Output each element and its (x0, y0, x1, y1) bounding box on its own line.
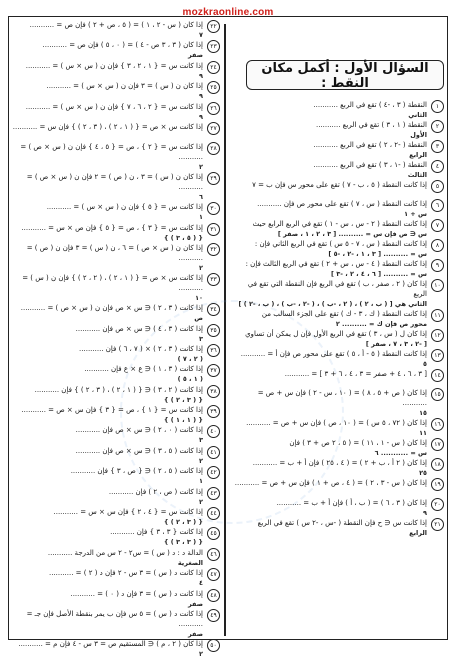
question-item (232, 518, 444, 538)
question-number: ٧ (431, 219, 444, 232)
question-body: إذا كانت النقطة ( ٥ ، ب - ٧ ) تقع على محور س فإن ب = ٧ (252, 181, 427, 189)
question-number: ٤١ (207, 446, 220, 459)
question-number: ١٦ (431, 418, 444, 431)
question-item (12, 425, 220, 445)
page-title: السؤال الأول : أكمل مكان النقط : (246, 60, 444, 90)
question-number: ٤٩ (207, 609, 220, 622)
left-question-list (12, 20, 220, 659)
question-body: إذا كان ل ( س ، ٣ ) تقع في الربع الأول فإن ل يمكن أن تساوي (245, 330, 427, 339)
question-item (12, 273, 220, 303)
question-number: ٣ (431, 140, 444, 153)
answer-text: ( ١ ، ٥ ) (177, 375, 203, 384)
question-body: إذا كانت ( ص ، ٢ ) فإن ........... (108, 487, 203, 496)
answer-text: س = ........... ٦ (374, 449, 427, 458)
question-number: ٤٢ (207, 466, 220, 479)
question-text (232, 180, 427, 190)
question-body: إذا كانت النقطة ( ٢ - س ، س - ١ ) تقع في الربع الرابع حيث (252, 220, 427, 229)
answer-text: س = .......... [ ٦ ، ٤ ، ٢ ، -٣ ] (331, 270, 427, 279)
question-text (12, 273, 203, 303)
question-body: إذا كان ن ( س ) = ٣ ، ن ( ص ) = ٢ فإن ن ( س × ص ) = ........... (26, 173, 203, 192)
question-number: ٤٦ (207, 548, 220, 561)
question-body: إذا كانت س = { ٣ } ، ص = { ٥ } فإن ص × س = ........... (21, 223, 203, 232)
question-item (12, 487, 220, 507)
question-item (232, 199, 444, 219)
question-text (12, 609, 203, 639)
question-text (232, 329, 427, 349)
question-text (232, 100, 427, 120)
question-text (12, 303, 203, 323)
answer-text: ٩ (199, 71, 203, 80)
answer-text: ٩ (199, 92, 203, 101)
question-item (12, 172, 220, 202)
question-item (12, 568, 220, 588)
question-body: إذا كانت س = { ١ } ، ص = { ٣ } فإن س × ص = ........... (21, 406, 203, 415)
question-item (232, 259, 444, 279)
answer-text: الرابع (409, 151, 427, 159)
question-item (12, 40, 220, 60)
question-text (12, 364, 203, 384)
question-text (12, 324, 203, 344)
question-item (12, 466, 220, 486)
answer-text: ٩ (423, 508, 427, 517)
question-number: ٣٤ (207, 303, 220, 316)
question-body: إذا كانت ( ٠ ، ٢ ) ∈ س × ص فإن ........... (75, 426, 203, 435)
question-item (232, 160, 444, 180)
answer-text: الصغرية (177, 558, 203, 567)
answer-text: ٢ (199, 456, 203, 465)
question-text (12, 507, 203, 527)
right-column (232, 20, 444, 538)
question-text (232, 160, 427, 180)
question-item (12, 81, 220, 101)
question-text (232, 388, 427, 418)
question-body: إذا كانت ( ٥ ، ٣ ) ∈ س × ص فإن ........... (75, 446, 203, 455)
question-text (232, 518, 427, 538)
question-item (232, 180, 444, 199)
question-text (232, 140, 427, 160)
question-number: ٣٥ (207, 324, 220, 337)
question-number: ٢٥ (207, 81, 220, 94)
question-number: ٣٣ (207, 273, 220, 286)
answer-text: ٤ (199, 579, 203, 588)
question-number: ١٢ (431, 329, 444, 342)
question-text (232, 369, 427, 379)
question-body: إذا كانت { ٣ ، ٣ } فإن ........... (110, 528, 203, 537)
question-item (12, 122, 220, 142)
question-body: إذا كانت ( ٣ ، ٤ ) ∈ س × ص فإن ........... (75, 324, 203, 333)
question-number: ٤٧ (207, 568, 220, 581)
question-item (12, 589, 220, 609)
question-item (232, 120, 444, 140)
question-item (232, 478, 444, 497)
question-body: إذا كانت ( ٣ ، ٢ ) ∈ س × ص فإن ن ( س × ص ) = ........... (20, 304, 203, 313)
answer-text: ٢ (199, 163, 203, 172)
question-number: ٤٣ (207, 487, 220, 500)
question-text (232, 478, 427, 488)
question-item (232, 388, 444, 418)
answer-text: س + ١ (404, 210, 427, 219)
answer-text: الثاني (408, 111, 427, 119)
question-number: ١٩ (431, 478, 444, 491)
answer-text: ٦ (199, 193, 203, 202)
question-body: إذا كان ( س - ١ ، ١١ ) = ( ٥ ، ٢ ص + ٣ ) فإن (289, 439, 427, 448)
question-number: ٤٤ (207, 507, 220, 520)
question-text (12, 172, 203, 202)
question-item (12, 609, 220, 639)
question-number: ١٨ (431, 458, 444, 471)
question-item (12, 364, 220, 384)
answer-text: ١ (199, 213, 203, 222)
answer-text: { ( ٥ ، ٣ ) } (163, 233, 203, 242)
question-number: ٢٢ (207, 20, 220, 33)
answer-text: { ( ١ ، ١ ) } (163, 416, 203, 425)
question-body: إذا كان ن ( س ) = ٣ فإن ن ( س × س ) = ........... (46, 82, 203, 91)
right-question-list (232, 100, 444, 538)
question-body: إذا كانت س × ص = { ( ١ ، ٢ ) ، ( ٢ ، ٢ ) } فإن ن ( س ) = ........... (22, 274, 203, 293)
answer-text: ٥ (423, 360, 427, 369)
question-text (232, 219, 427, 239)
question-number: ٢٨ (207, 142, 220, 155)
question-number: ١٥ (431, 388, 444, 401)
question-number: ٣١ (207, 223, 220, 236)
question-item (12, 324, 220, 344)
question-item (12, 102, 220, 122)
answer-text: ( ٢ ، ٧ ) (177, 354, 203, 363)
question-body: إذا كانت النقطة ( ٥ - أ ، ٥ ) تقع على محور ص فإن أ = ........... (240, 350, 427, 359)
answer-text: ٩ (199, 112, 203, 121)
question-body: إذا كانت ( ٥ ، ٢ ) ∈ { ص ، ٣ } فإن ........... (70, 467, 203, 476)
question-item (12, 639, 220, 659)
answer-text: ص (194, 314, 203, 323)
question-text (12, 527, 203, 547)
question-body: إذا كانت س = { ٢ ، ٦ ، ٧ } فإن ن ( س × س ) = ........... (25, 102, 203, 111)
question-text (232, 438, 427, 458)
answer-text: س = .......... [ ٣ ، ١ ، -٢ ، -٥ ] (328, 250, 427, 259)
question-item (232, 100, 444, 120)
question-number: ١١ (431, 309, 444, 322)
question-body: الدالة د : د ( س ) = س٢ - ٢ س من الدرجة ........... (47, 548, 203, 557)
question-number: ٣٨ (207, 385, 220, 398)
answer-text: ١٠ (195, 294, 203, 303)
question-body: إذا كان ( ص + ٥ ، ٨ ) = ( ١٠ ، س - ٢ ) فإن س + ص = ........... (257, 389, 427, 408)
question-text (12, 81, 203, 101)
question-text (232, 199, 427, 219)
question-body: إذا كانت س × ص = { ( ١ ، ٢ ) ، ( ٣ ، ٢ ) } فإن س = ........... (12, 122, 203, 131)
answer-text: الثالث (407, 171, 427, 179)
question-text (232, 120, 427, 140)
question-text (12, 589, 203, 609)
question-text (12, 243, 203, 273)
answer-text: س ∈ ص فإن س = .......... [ ٣ ، ٢ ، ١ ، صفر ] (277, 230, 427, 239)
question-number: ٩ (431, 259, 444, 272)
question-number: ٤٥ (207, 527, 220, 540)
question-text (12, 40, 203, 60)
question-number: ٢٦ (207, 102, 220, 115)
question-number: ٣٠ (207, 202, 220, 215)
question-body: إذا كانت د ( س ) = ٥ س فإن ب يمر بنقطة الأصل فإن جـ = ........... (26, 609, 203, 628)
site-url[interactable]: mozkraonline.com (182, 7, 274, 18)
question-text (12, 405, 203, 425)
question-number: ٨ (431, 239, 444, 252)
question-body: [ ٣ ، ٦ ، ٤ + صفر = ٣ ، ٤ ، ٦ + ٣ ] = ........... (284, 370, 427, 379)
left-column (12, 20, 220, 659)
question-item (12, 405, 220, 425)
question-body: إذا كانت ( ٣ ، ٢ ) × ( ٧ ، ٦ ) فإن ........... (79, 344, 203, 353)
question-body: إذا كانت س = { ٥ } فإن ن ( س × س ) = ........... (46, 203, 203, 212)
question-number: ٢١ (431, 518, 444, 531)
question-text (232, 259, 427, 279)
question-number: ٤٨ (207, 589, 220, 602)
question-item (232, 418, 444, 438)
question-number: ٥ (431, 180, 444, 193)
question-item (232, 279, 444, 309)
question-item (232, 219, 444, 239)
question-body: إذا كانت د ( س ) = ٣ فإن د ( ٠ ) = ........... (70, 589, 203, 598)
question-item (12, 142, 220, 172)
question-text (12, 202, 203, 222)
question-number: ١٠ (431, 279, 444, 292)
question-text (12, 568, 203, 588)
question-number: ٢٩ (207, 172, 220, 185)
question-body: إذا كانت س = { ٤ ، ٢ } فإن س × س = ........... (53, 508, 203, 517)
question-text (232, 418, 427, 438)
question-body: إذا كانت س = { ٢ } ، ص = { ٥ ، ٤ } فإن ن ( س × ص ) = ........... (20, 143, 203, 162)
answer-text: { ( ٣ ، ٣ ) } (163, 538, 203, 547)
question-item (12, 223, 220, 243)
question-item (232, 458, 444, 478)
question-text (12, 385, 203, 405)
question-item (232, 369, 444, 388)
answer-text: ٢ (199, 649, 203, 658)
answer-text: { ( ٣ ، ٢ ) } (163, 395, 203, 404)
answer-text: [ -٢ ، ٣ ، ٧ ، صفر ] (365, 340, 427, 349)
question-text (12, 639, 203, 659)
question-number: ٤٠ (207, 425, 220, 438)
question-body: إذا كانت ( ٢ ، ٣ ) ∈ { ( ١ ، ٢ ) ، ( ٣ ، ٢ ) } فإن ........... (34, 385, 203, 394)
question-number: ٢٤ (207, 61, 220, 74)
question-body: إذا كان ( ٢ ، م ) ∈ المستقيم ص = ٣ س - ٤ فإن م = ........... (18, 639, 203, 648)
question-item (232, 329, 444, 349)
question-text (12, 425, 203, 445)
question-number: ٣٢ (207, 243, 220, 256)
question-item (12, 243, 220, 273)
question-body: إذا كان ( ٣ ، ٦ ) = ( ب ، أ ) فإن أ + ب = ........... (276, 498, 427, 507)
answer-text: ١ (199, 477, 203, 486)
question-body: إذا كان ( ٧٢ ، ٥ س ) = ( ١٠ ، ص ) فإن س + ص = ........... (246, 419, 427, 428)
question-body: النقطة ( -٢ ، ٢ ) تقع في الربع ........... (313, 141, 427, 149)
question-text (232, 309, 427, 329)
question-number: ١ (431, 100, 444, 113)
question-body: إذا كان ( س - ٢ ، ١ ) = ( ٥ ، ص + ٢ ) فإن ص = ........... (29, 21, 203, 29)
question-item (232, 349, 444, 369)
question-item (232, 498, 444, 518)
question-text (12, 344, 203, 364)
question-item (232, 140, 444, 160)
answer-text: محور ص فإن ك = .......... ٢ (335, 320, 427, 329)
question-text (232, 458, 427, 478)
question-text (232, 349, 427, 369)
question-text (12, 223, 203, 243)
question-number: ٢ (431, 120, 444, 133)
question-number: ٤ (431, 160, 444, 173)
question-number: ٣٩ (207, 405, 220, 418)
question-number: ٣٧ (207, 364, 220, 377)
question-text (232, 279, 427, 309)
question-number: ٢٠ (431, 498, 444, 511)
question-body: إذا كانت د ( س ) = ٣ س - ٢ فإن د ( ٢ ) = ........... (48, 569, 203, 578)
question-item (232, 239, 444, 259)
question-number: ١٣ (431, 349, 444, 362)
question-item (232, 309, 444, 329)
question-body: النقطة ( -١ ، ٣ ) تقع في الربع ........... (313, 161, 427, 169)
answer-text: ٢ (199, 497, 203, 506)
answer-text: الرابع (409, 528, 427, 537)
question-text (12, 487, 203, 507)
answer-text: صفر (187, 599, 203, 608)
question-body: إذا كانت س ∈ ح فإن النقطة ( -س ، -٢ س ) تقع في الربع (257, 518, 427, 527)
question-text (232, 239, 427, 259)
question-body: إذا كانت النقطة ( ٤ - س ، س + ٢ ) تقع في الربع الثالث فإن : (245, 260, 427, 269)
question-text (12, 446, 203, 466)
question-number: ٢٧ (207, 122, 220, 135)
question-body: النقطة ( ٣ ، -٤ ) تقع في الربع ........... (313, 101, 427, 109)
answer-text: ١١ (419, 429, 427, 438)
question-number: ١٧ (431, 438, 444, 451)
question-text (232, 498, 427, 518)
question-body: إذا كان ( ٢ أ ، ب + ٢ ) = ( ٤ ، ٢٥ ) فإن أ + ب = ........... (252, 459, 427, 468)
question-body: إذا كان ن ( س × ص ) = ٦ ، ن ( س ) = ٣ فإن ن ( ص ) = ........... (26, 244, 203, 263)
answer-text: ١٥ (419, 409, 427, 418)
question-body: إذا كان ( ٢ ، صفر ، ب ) تقع في الربع فإن النقطة التي تقع في الربع (247, 280, 427, 299)
question-text (12, 102, 203, 122)
answer-text: ٢ (199, 264, 203, 273)
question-number: ١٤ (431, 369, 444, 382)
answer-text: الثاني هي [ ( ب ، ٢ ) ، ( ٢ ، -ب ) ، ( -٢ ، -ب ) ، ( ب ، -٢ ) ] (238, 300, 427, 309)
site-header (0, 0, 456, 18)
question-text (12, 122, 203, 132)
question-number: ٥٠ (207, 639, 220, 652)
question-item (232, 438, 444, 458)
question-number: ٢٣ (207, 40, 220, 53)
answer-text: الأول (410, 131, 427, 139)
answer-text: ٢٥ (419, 469, 427, 478)
question-item (12, 507, 220, 527)
answer-text: صفر (187, 629, 203, 638)
question-item (12, 202, 220, 222)
question-text (12, 61, 203, 81)
answer-text: ٣ (199, 436, 203, 445)
answer-text: صفر (187, 51, 203, 60)
question-body: إذا كانت س = { ١ ، ٢ ، ٣ } فإن ن ( س × س ) = ........... (25, 61, 203, 70)
question-text (12, 466, 203, 486)
question-number: ٣٦ (207, 344, 220, 357)
question-body: إذا كان ( ٣ ، ٣ ص - ٤ ) = ( ٠ ، ٥ ) فإن ص = ........... (42, 41, 203, 50)
question-text (12, 142, 203, 172)
question-body: النقطة ( ١ ، ٣ ) تقع في الربع ........... (315, 121, 427, 129)
answer-text: ٧ (199, 31, 203, 39)
question-body: إذا كان ( س - ٣ ، ٢ ) = ( ٤ ، ص + ١ ) فإن س + ص = ........... (234, 479, 427, 488)
question-body: إذا كانت النقطة ( س ، ٧ - ٥ س ) تقع في الربع الثاني فإن : (254, 240, 427, 249)
question-number: ٦ (431, 199, 444, 212)
question-text (12, 548, 203, 568)
question-item (12, 385, 220, 405)
question-body: إذا كانت ( ٣ ، ١ ) ∈ ع × ع فإن ........... (84, 365, 203, 374)
answer-text: { ( ٣ ، ٢ ) } (163, 518, 203, 527)
question-item (12, 548, 220, 568)
question-item (12, 527, 220, 547)
question-item (12, 446, 220, 466)
question-item (12, 303, 220, 323)
column-divider (224, 24, 226, 636)
question-item (12, 20, 220, 40)
question-item (12, 344, 220, 364)
question-body: إذا كانت النقطة ( ك ، ٣ - ك ) تقع على الجزء السالب من (261, 310, 427, 319)
question-item (12, 61, 220, 81)
question-body: إذا كانت النقطة ( س ، ٧ ) تقع على محور ص فإن ........... (257, 200, 427, 209)
question-text (12, 20, 203, 40)
answer-text: ٣ (199, 334, 203, 343)
